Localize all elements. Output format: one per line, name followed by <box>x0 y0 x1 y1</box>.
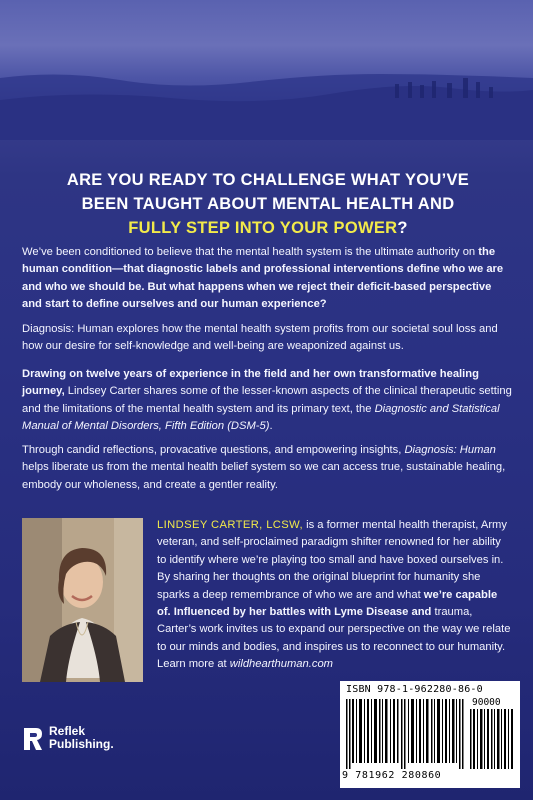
addon-barcode-bars <box>470 709 514 769</box>
intro-bold-text: the human condition—that diagnostic labels and professional interventions define who we are and who we should be. But what happens when we reject their deficit-based perspective and start to define ourselves and our human experience? <box>22 246 504 311</box>
publisher-logo <box>22 724 122 756</box>
headline <box>58 168 478 240</box>
publisher-name-line2: Publishing. <box>49 737 114 751</box>
closing-text-b: helps liberate us from the mental health belief system so we can access true, sustainable healing, embody our wholeness, and create a gentler reality. <box>22 461 506 491</box>
closing-text-a: Through candid reflections, provacative questions, and empowering insights, <box>22 444 405 456</box>
publisher-name-line1: Reflek <box>49 724 86 738</box>
experience-bold-text: Drawing on twelve years of experience in the field and her own transformative healing journey, <box>22 368 479 398</box>
headline-text: ARE YOU READY TO CHALLENGE WHAT YOU’VE BEEN TAUGHT ABOUT MENTAL HEALTH AND <box>66 171 470 213</box>
experience-text: Lindsey Carter shares some of the lesser-known aspects of the clinical therapeutic setting and the limitations of the mental health system and its primary text, the <box>22 385 512 415</box>
intro-text: We’ve been conditioned to believe that the mental health system is the ultimate authority on <box>22 246 479 258</box>
ean-barcode-bars <box>346 699 464 769</box>
isbn-barcode <box>340 681 520 788</box>
book-title-italic: Diagnosis: Human <box>404 444 496 456</box>
ean-digits: 9 781962 280860 <box>342 770 442 781</box>
author-experience-paragraph <box>22 366 512 436</box>
experience-end: . <box>269 420 273 433</box>
summary-text: Diagnosis: Human explores how the mental health system profits from our societal soul loss and how our desire for self-knowledge and well-being are weaponized against us. <box>22 323 498 353</box>
bio-text-a: is a former mental health therapist, Army veteran, and self-proclaimed paradigm shifter renowned for her ability to identify where we’re playing too small and have boxed ourselves in. By sharing her thoughts on the original blueprint for humanity she sparks a deep remembrance of who we are and what <box>157 519 507 601</box>
summary-paragraph <box>22 321 512 356</box>
publisher-logo-icon <box>22 726 44 752</box>
closing-paragraph <box>22 442 512 494</box>
author-name: LINDSEY CARTER, LCSW, <box>157 519 304 531</box>
website-link[interactable]: wildhearthuman.com <box>229 658 333 671</box>
author-bio <box>157 517 513 674</box>
bio-text-c: trauma, Carter’s work invites us to expand our perspective on the way we relate to our minds and bodies, and inspires us to reconnect to our humanity. Learn more at <box>157 606 511 671</box>
headline-accent: FULLY STEP INTO YOUR POWER <box>128 219 398 237</box>
intro-paragraph <box>22 244 512 314</box>
dsm-title: Diagnostic and Statistical Manual of Mental Disorders, Fifth Edition (DSM-5) <box>22 402 500 433</box>
author-photo <box>22 518 143 682</box>
isbn-number: ISBN 978-1-962280-86-0 <box>346 684 483 695</box>
price-code: 90000 <box>472 697 501 708</box>
publisher-name <box>49 725 129 751</box>
bio-bold-text: we’re capable of. Influenced by her battles with Lyme Disease and <box>157 588 498 619</box>
landscape-silhouette <box>0 60 533 140</box>
headline-end: ? <box>397 219 408 237</box>
